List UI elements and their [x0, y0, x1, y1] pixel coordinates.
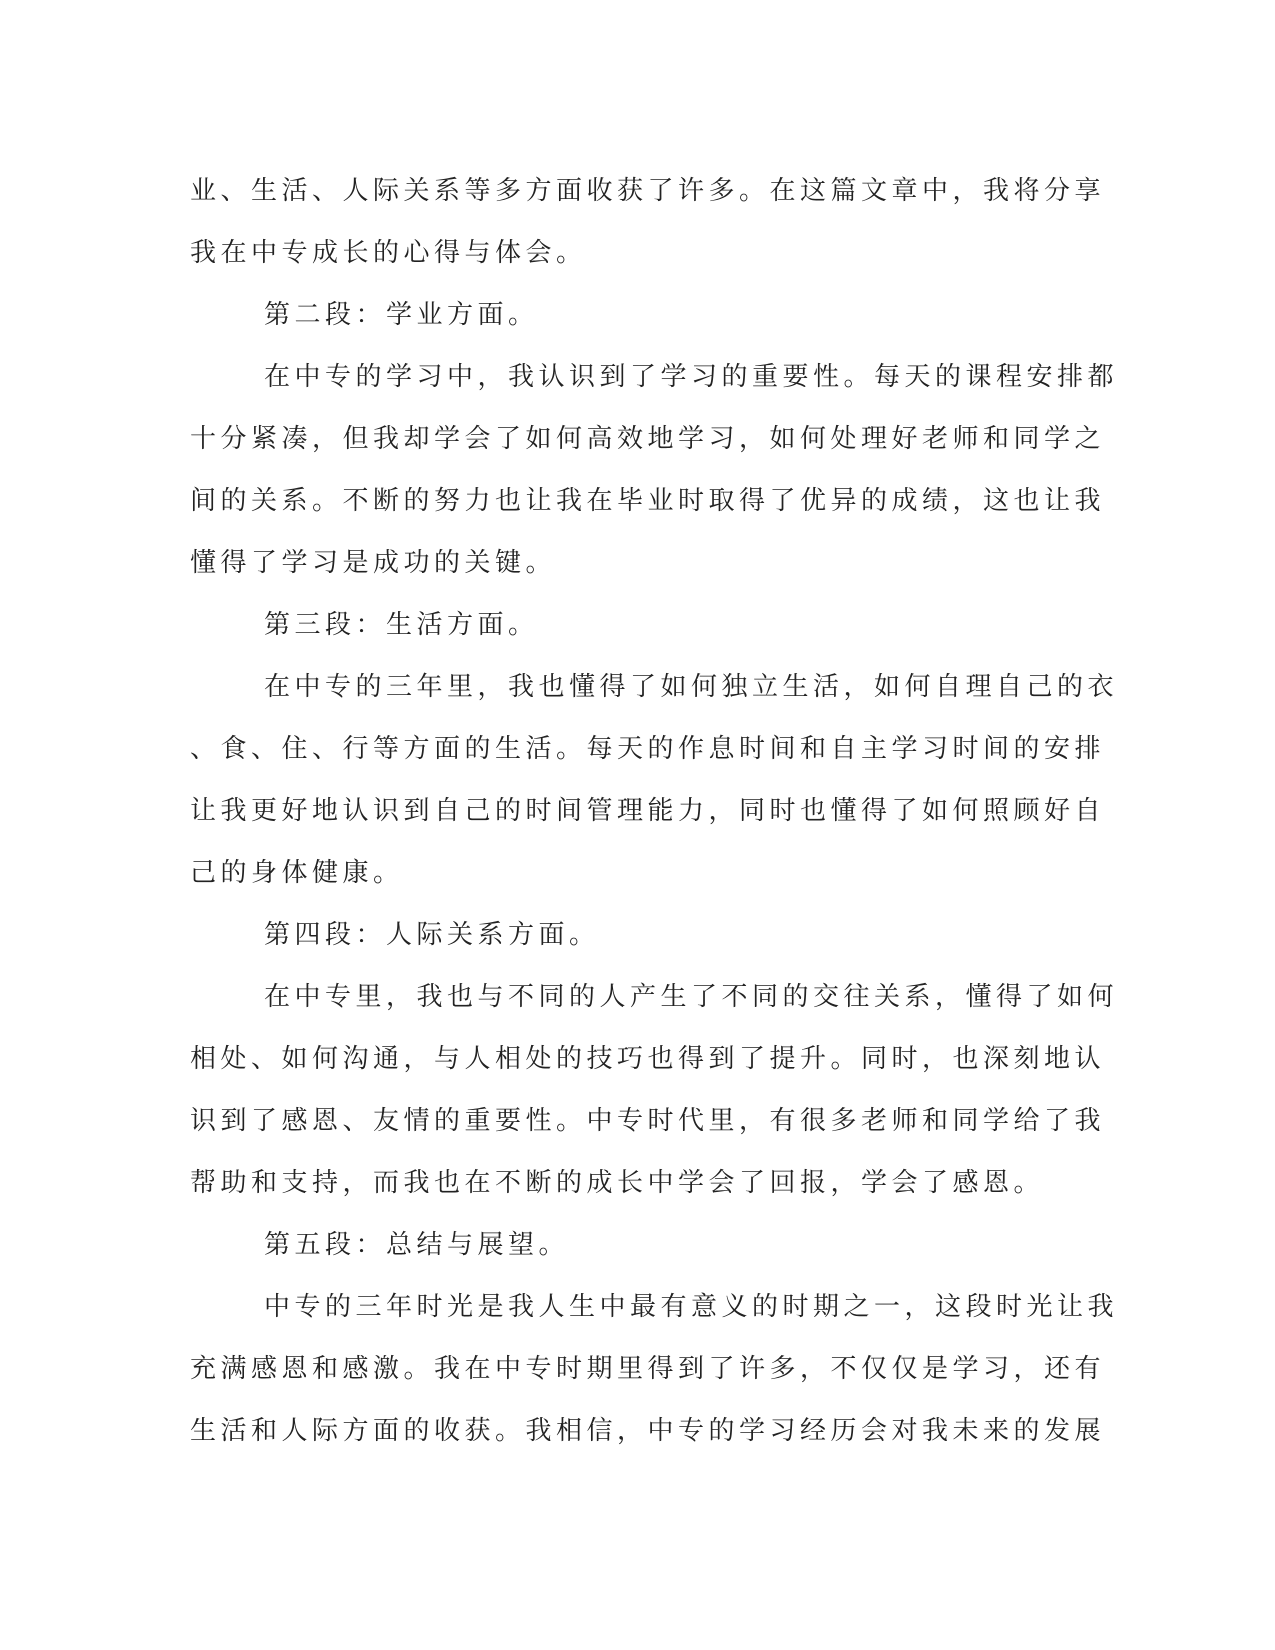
text-line: 让我更好地认识到自己的时间管理能力，同时也懂得了如何照顾好自 — [190, 796, 1106, 826]
text-line: 在中专的学习中，我认识到了学习的重要性。每天的课程安排都 — [264, 362, 1119, 392]
text-line: 我在中专成长的心得与体会。 — [190, 238, 587, 268]
text-line: 在中专里，我也与不同的人产生了不同的交往关系，懂得了如何 — [264, 982, 1119, 1012]
text-line: 十分紧凑，但我却学会了如何高效地学习，如何处理好老师和同学之 — [190, 424, 1106, 454]
text-line: 第二段：学业方面。 — [264, 300, 539, 330]
paragraph-summary — [190, 1276, 1119, 1462]
paragraph-heading-3 — [190, 594, 1090, 656]
paragraph-academics — [190, 346, 1119, 594]
paragraph-heading-5 — [190, 1214, 1090, 1276]
paragraph-heading-4 — [190, 904, 1090, 966]
text-line: 己的身体健康。 — [190, 858, 404, 888]
paragraph-intro-continued — [190, 160, 1106, 284]
text-line: 中专的三年时光是我人生中最有意义的时期之一，这段时光让我 — [264, 1292, 1119, 1322]
text-line: 生活和人际方面的收获。我相信，中专的学习经历会对我未来的发展 — [190, 1416, 1106, 1446]
document-body — [190, 160, 1119, 1462]
text-line: 充满感恩和感激。我在中专时期里得到了许多，不仅仅是学习，还有 — [190, 1354, 1106, 1384]
text-line: 第四段：人际关系方面。 — [264, 920, 600, 950]
text-line: 帮助和支持，而我也在不断的成长中学会了回报，学会了感恩。 — [190, 1168, 1045, 1198]
paragraph-life — [190, 656, 1119, 904]
text-line: 懂得了学习是成功的关键。 — [190, 548, 557, 578]
text-line: 在中专的三年里，我也懂得了如何独立生活，如何自理自己的衣 — [264, 672, 1119, 702]
paragraph-heading-2 — [190, 284, 1090, 346]
text-line: 识到了感恩、友情的重要性。中专时代里，有很多老师和同学给了我 — [190, 1106, 1106, 1136]
text-line: 间的关系。不断的努力也让我在毕业时取得了优异的成绩，这也让我 — [190, 486, 1106, 516]
text-line: 第五段：总结与展望。 — [264, 1230, 570, 1260]
text-line: 业、生活、人际关系等多方面收获了许多。在这篇文章中，我将分享 — [190, 176, 1106, 206]
text-line: 相处、如何沟通，与人相处的技巧也得到了提升。同时，也深刻地认 — [190, 1044, 1106, 1074]
paragraph-relationships — [190, 966, 1119, 1214]
text-line: 、食、住、行等方面的生活。每天的作息时间和自主学习时间的安排 — [190, 734, 1106, 764]
text-line: 第三段：生活方面。 — [264, 610, 539, 640]
